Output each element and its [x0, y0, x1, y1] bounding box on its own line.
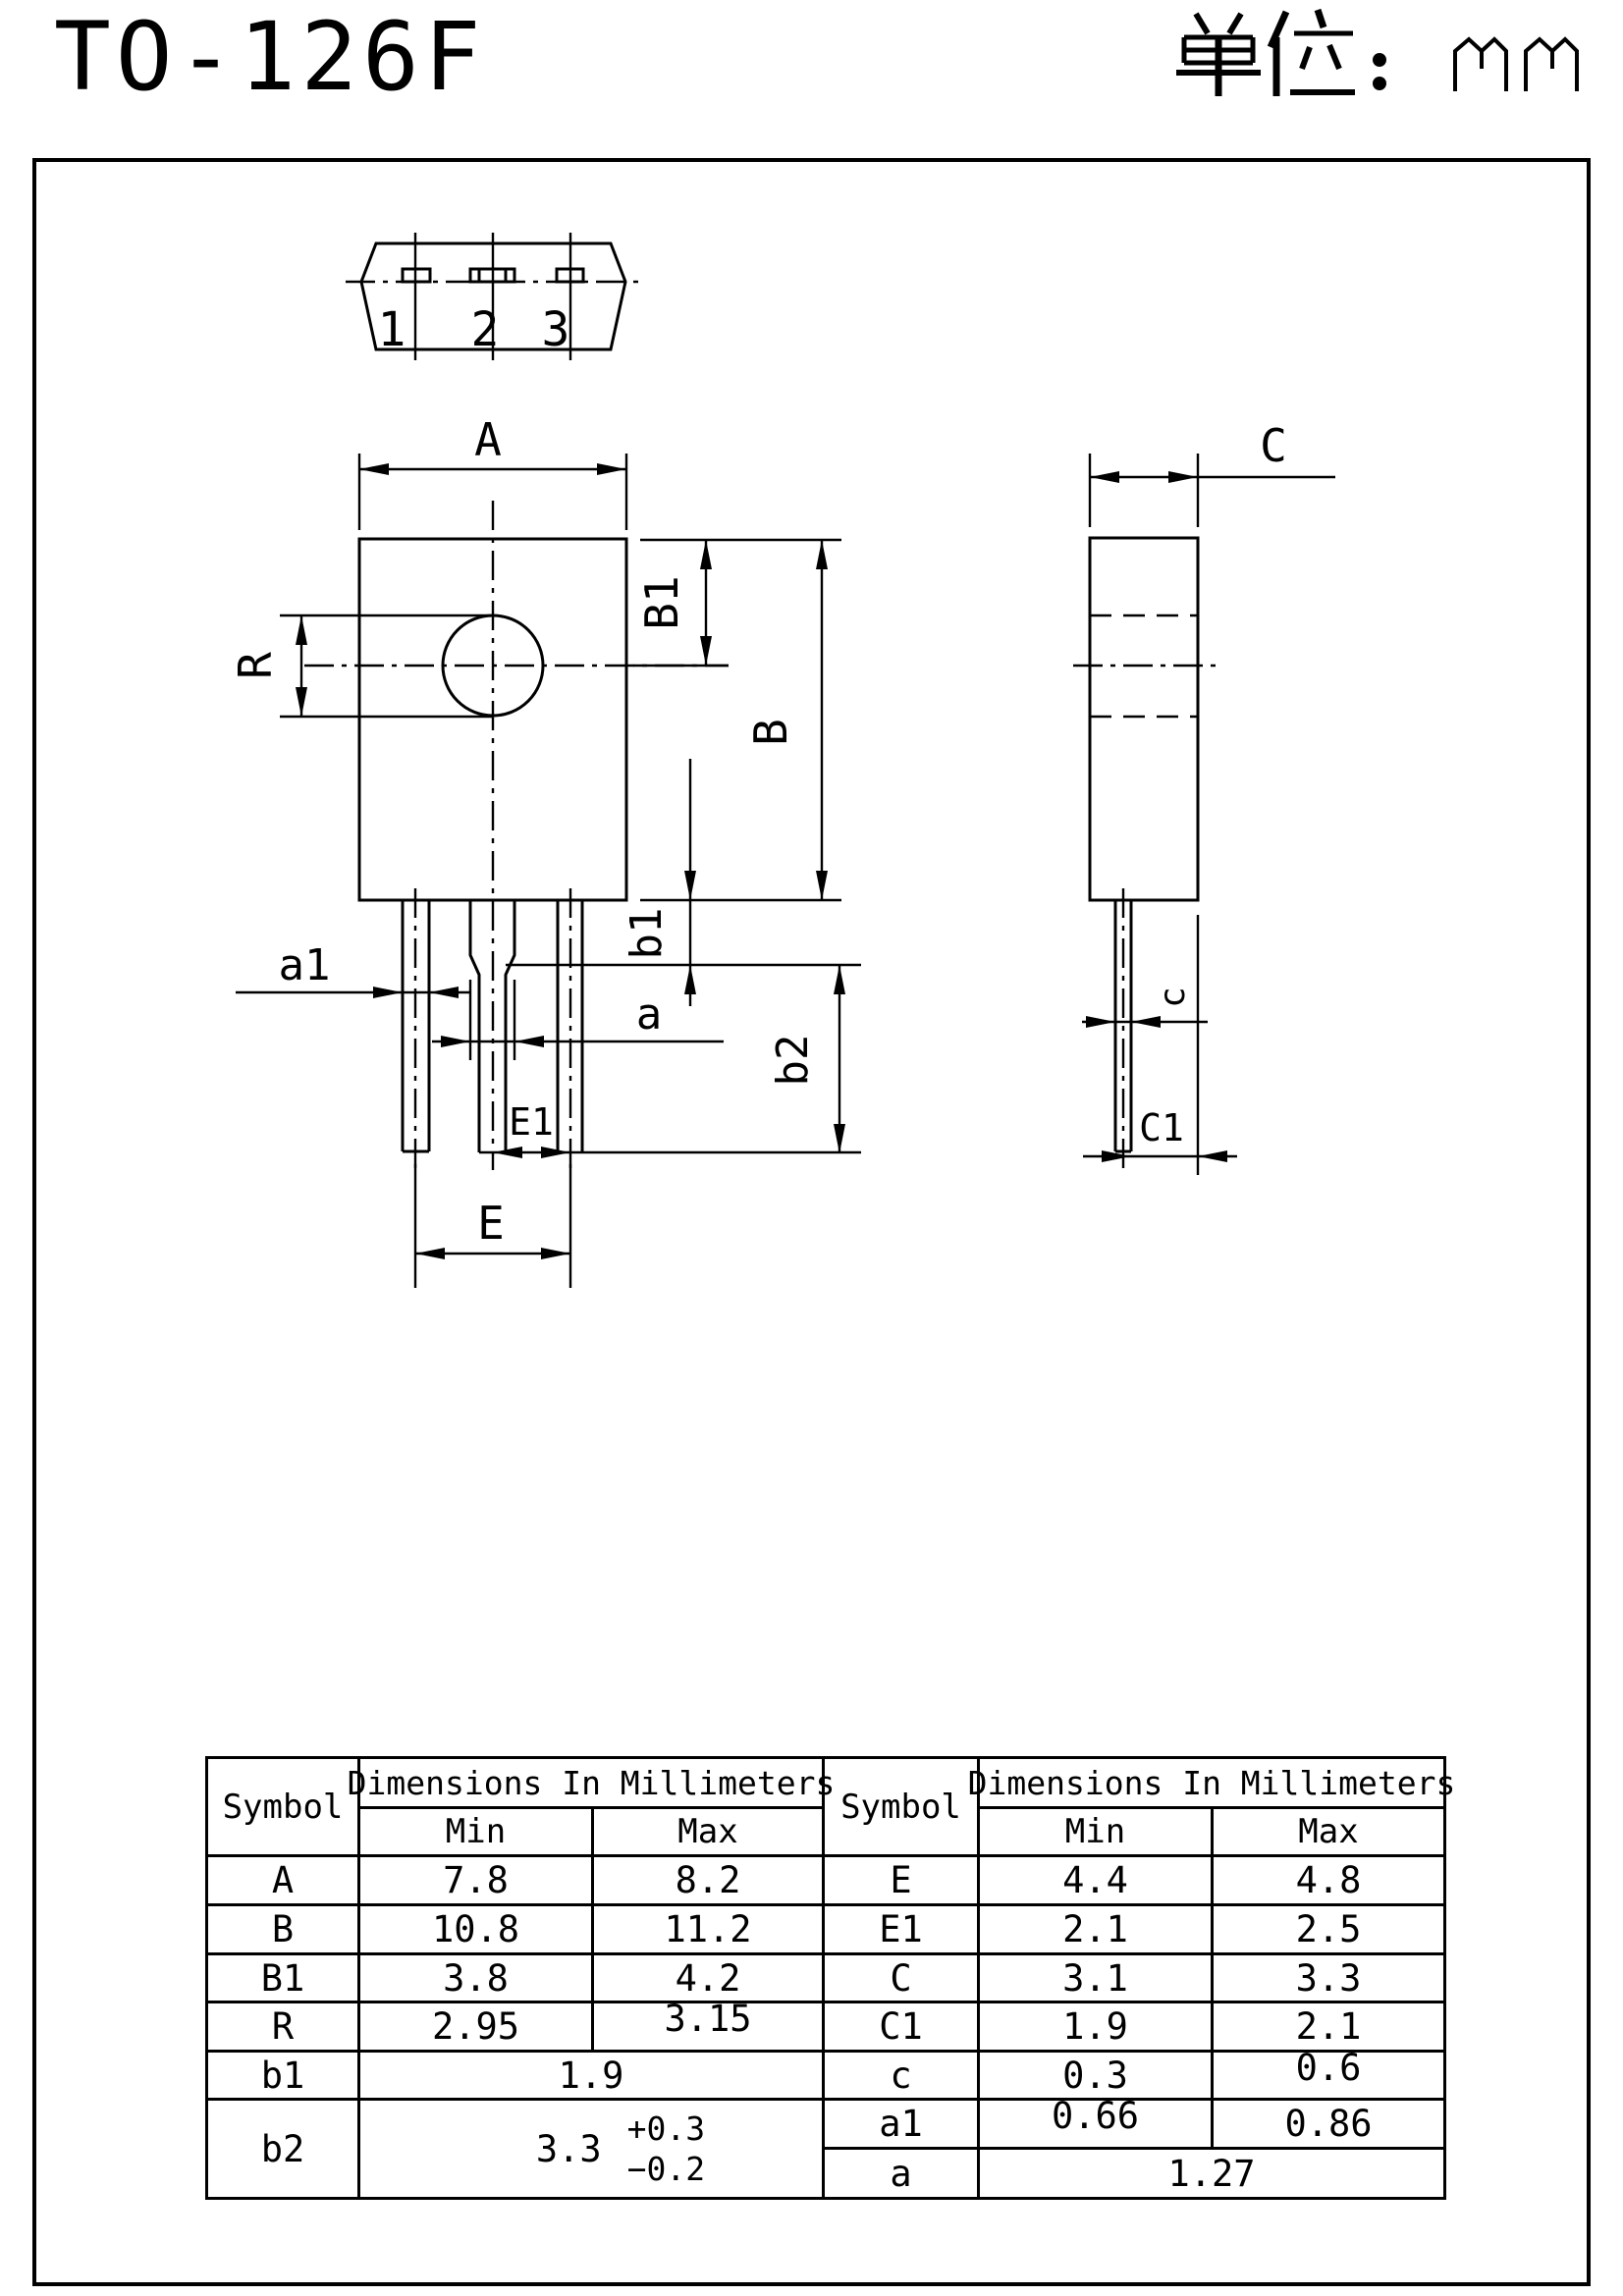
- row-B1-max: 4.2: [594, 1955, 825, 2003]
- row-a-symbol: a: [825, 2150, 980, 2197]
- row-C1-symbol: C1: [825, 2003, 980, 2053]
- row-R-max: 3.15: [594, 2003, 825, 2053]
- header-symbol-right: Symbol: [825, 1759, 980, 1857]
- header-dims-right: Dimensions In Millimeters: [980, 1759, 1443, 1809]
- row-c-symbol: c: [825, 2053, 980, 2101]
- pin-2-label: 2: [470, 302, 500, 357]
- dim-label-B: B: [744, 719, 797, 746]
- row-B1-symbol: B1: [208, 1955, 360, 2003]
- dim-label-B1: B1: [635, 575, 688, 630]
- header-symbol-left: Symbol: [208, 1759, 360, 1857]
- row-c-min: 0.3: [980, 2053, 1214, 2101]
- row-b2-value: [360, 2101, 825, 2197]
- row-E-max: 4.8: [1214, 1857, 1443, 1906]
- header-min-left: Min: [360, 1809, 594, 1857]
- row-E1-max: 2.5: [1214, 1906, 1443, 1955]
- unit-value-mm-icon: [1455, 39, 1577, 91]
- dim-label-b1: b1: [622, 907, 672, 960]
- dim-label-E1: E1: [509, 1100, 554, 1144]
- unit-label-cjk-icon: [1176, 10, 1386, 96]
- row-E-min: 4.4: [980, 1857, 1214, 1906]
- row-a1-min: 0.66: [980, 2101, 1214, 2150]
- header-max-right: Max: [1214, 1809, 1443, 1857]
- row-C-max: 3.3: [1214, 1955, 1443, 2003]
- row-b2-symbol: b2: [208, 2101, 360, 2197]
- row-E-symbol: E: [825, 1857, 980, 1906]
- row-b1-value: 1.9: [360, 2053, 825, 2101]
- row-R-symbol: R: [208, 2003, 360, 2053]
- dimension-table: [205, 1756, 1456, 2200]
- side-dimension-arrows: [1086, 471, 1227, 1162]
- row-B-max: 11.2: [594, 1906, 825, 1955]
- b2-tolerance: [627, 2109, 705, 2190]
- pin-1-label: 1: [377, 302, 406, 357]
- package-title: TO-126F: [54, 2, 486, 112]
- header-max-left: Max: [594, 1809, 825, 1857]
- b2-tol-plus: +0.3: [626, 2109, 706, 2148]
- row-A-symbol: A: [208, 1857, 360, 1906]
- row-C-min: 3.1: [980, 1955, 1214, 2003]
- side-dimensions: [1082, 454, 1335, 1175]
- row-b1-symbol: b1: [208, 2053, 360, 2101]
- row-B1-min: 3.8: [360, 1955, 594, 2003]
- row-c-max: 0.6: [1214, 2053, 1443, 2101]
- row-B-symbol: B: [208, 1906, 360, 1955]
- row-E1-min: 2.1: [980, 1906, 1214, 1955]
- dim-label-a1: a1: [278, 940, 331, 990]
- dim-label-A: A: [474, 413, 502, 466]
- dim-label-R: R: [229, 652, 282, 679]
- row-R-min: 2.95: [360, 2003, 594, 2053]
- dim-label-C: C: [1260, 419, 1287, 472]
- side-view: [1073, 538, 1216, 1175]
- row-C1-min: 1.9: [980, 2003, 1214, 2053]
- row-B-min: 10.8: [360, 1906, 594, 1955]
- dim-label-E: E: [477, 1197, 505, 1250]
- header-dims-left: Dimensions In Millimeters: [360, 1759, 825, 1809]
- row-A-max: 8.2: [594, 1857, 825, 1906]
- row-C-symbol: C: [825, 1955, 980, 2003]
- header-min-right: Min: [980, 1809, 1214, 1857]
- b2-tol-minus: −0.2: [626, 2150, 706, 2188]
- front-dimensions: [236, 454, 861, 1288]
- b2-nominal: 3.3: [535, 2127, 602, 2170]
- dim-label-a: a: [635, 989, 663, 1040]
- pin-3-label: 3: [541, 302, 570, 357]
- dim-label-C1: C1: [1139, 1106, 1184, 1149]
- row-a1-max: 0.86: [1214, 2101, 1443, 2150]
- row-E1-symbol: E1: [825, 1906, 980, 1955]
- row-a1-symbol: a1: [825, 2101, 980, 2150]
- dim-label-b2: b2: [768, 1034, 818, 1087]
- row-C1-max: 2.1: [1214, 2003, 1443, 2053]
- row-a-value: 1.27: [1167, 2152, 1256, 2195]
- dim-label-c: c: [1153, 987, 1193, 1008]
- row-A-min: 7.8: [360, 1857, 594, 1906]
